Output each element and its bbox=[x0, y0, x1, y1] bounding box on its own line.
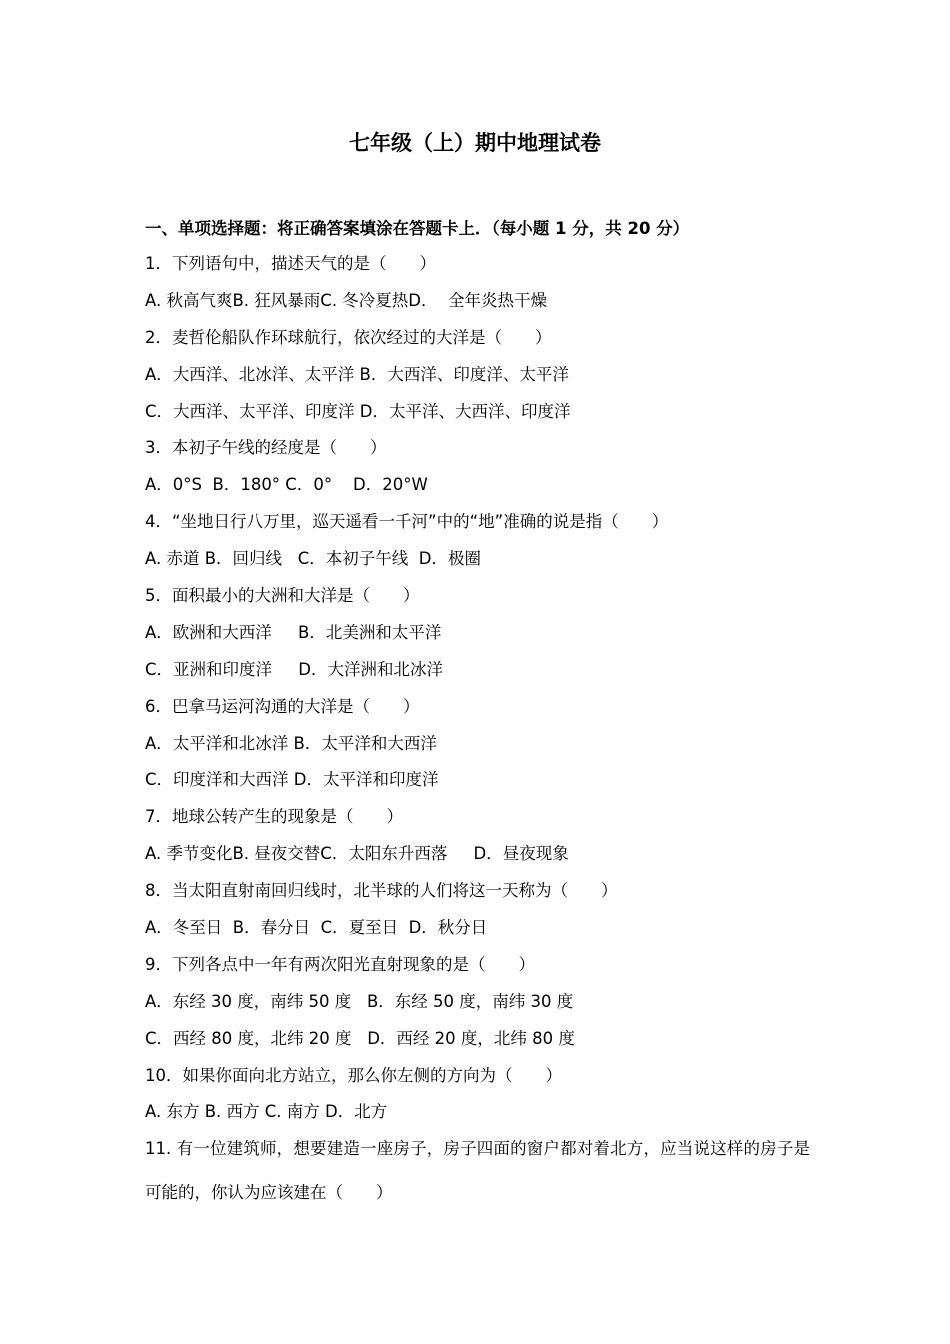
question-3-stem: 3．本初子午线的经度是（ ） bbox=[145, 438, 387, 458]
question-7-options: A. 季节变化B. 昼夜交替C．太阳东升西落 D．昼夜现象 bbox=[145, 844, 569, 864]
question-6-options-ab: A．太平洋和北冰洋 B．太平洋和大西洋 bbox=[145, 733, 437, 753]
page-title: 七年级（上）期中地理试卷 bbox=[349, 131, 601, 155]
question-7-stem: 7．地球公转产生的现象是（ ） bbox=[145, 807, 403, 827]
question-5-options-cd: C．亚洲和印度洋 D．大洋洲和北冰洋 bbox=[145, 659, 443, 679]
question-9-options-cd: C．西经 80 度，北纬 20 度 D．西经 20 度，北纬 80 度 bbox=[145, 1028, 575, 1048]
question-10-stem: 10．如果你面向北方站立，那么你左侧的方向为（ ） bbox=[145, 1065, 562, 1085]
question-2-options-ab: A．大西洋、北冰洋、太平洋 B．大西洋、印度洋、太平洋 bbox=[145, 364, 569, 384]
question-2-options-cd: C．大西洋、太平洋、印度洋 D．太平洋、大西洋、印度洋 bbox=[145, 401, 571, 421]
question-11-stem: 11. 有一位建筑师，想要建造一座房子，房子四面的窗户都对着北方，应当说这样的房子是可能的，你认为应该建在（ ） bbox=[145, 1139, 810, 1203]
question-4-options: A. 赤道 B．回归线 C．本初子午线 D．极圈 bbox=[145, 549, 482, 569]
question-1-options: A. 秋高气爽B. 狂风暴雨C. 冬冷夏热D． 全年炎热干燥 bbox=[145, 290, 548, 310]
question-1-stem: 1．下列语句中，描述天气的是（ ） bbox=[145, 254, 436, 273]
question-9-options-ab: A．东经 30 度，南纬 50 度 B．东经 50 度，南纬 30 度 bbox=[145, 991, 574, 1011]
question-list bbox=[145, 252, 810, 1215]
question-4-stem: 4．“坐地日行八万里，巡天遥看一千河”中的“地”准确的说是指（ ） bbox=[145, 512, 669, 532]
section-heading: 一、单项选择题：将正确答案填涂在答题卡上．（每小题 1 分，共 20 分） bbox=[145, 219, 690, 238]
question-6-options-cd: C．印度洋和大西洋 D．太平洋和印度洋 bbox=[145, 770, 439, 790]
question-8-stem: 8．当太阳直射南回归线时，北半球的人们将这一天称为（ ） bbox=[145, 881, 618, 901]
question-10-options: A. 东方 B. 西方 C. 南方 D．北方 bbox=[145, 1102, 388, 1122]
question-6-stem: 6．巴拿马运河沟通的大洋是（ ） bbox=[145, 696, 420, 716]
question-8-options: A．冬至日 B．春分日 C．夏至日 D．秋分日 bbox=[145, 918, 488, 938]
question-5-options-ab: A．欧洲和大西洋 B．北美洲和太平洋 bbox=[145, 622, 442, 642]
question-9-stem: 9．下列各点中一年有两次阳光直射现象的是（ ） bbox=[145, 954, 535, 974]
question-5-stem: 5．面积最小的大洲和大洋是（ ） bbox=[145, 586, 420, 606]
question-2-stem: 2．麦哲伦船队作环球航行，依次经过的大洋是（ ） bbox=[145, 327, 552, 347]
question-3-options: A．0°S B．180° C．0° D．20°W bbox=[145, 475, 428, 495]
